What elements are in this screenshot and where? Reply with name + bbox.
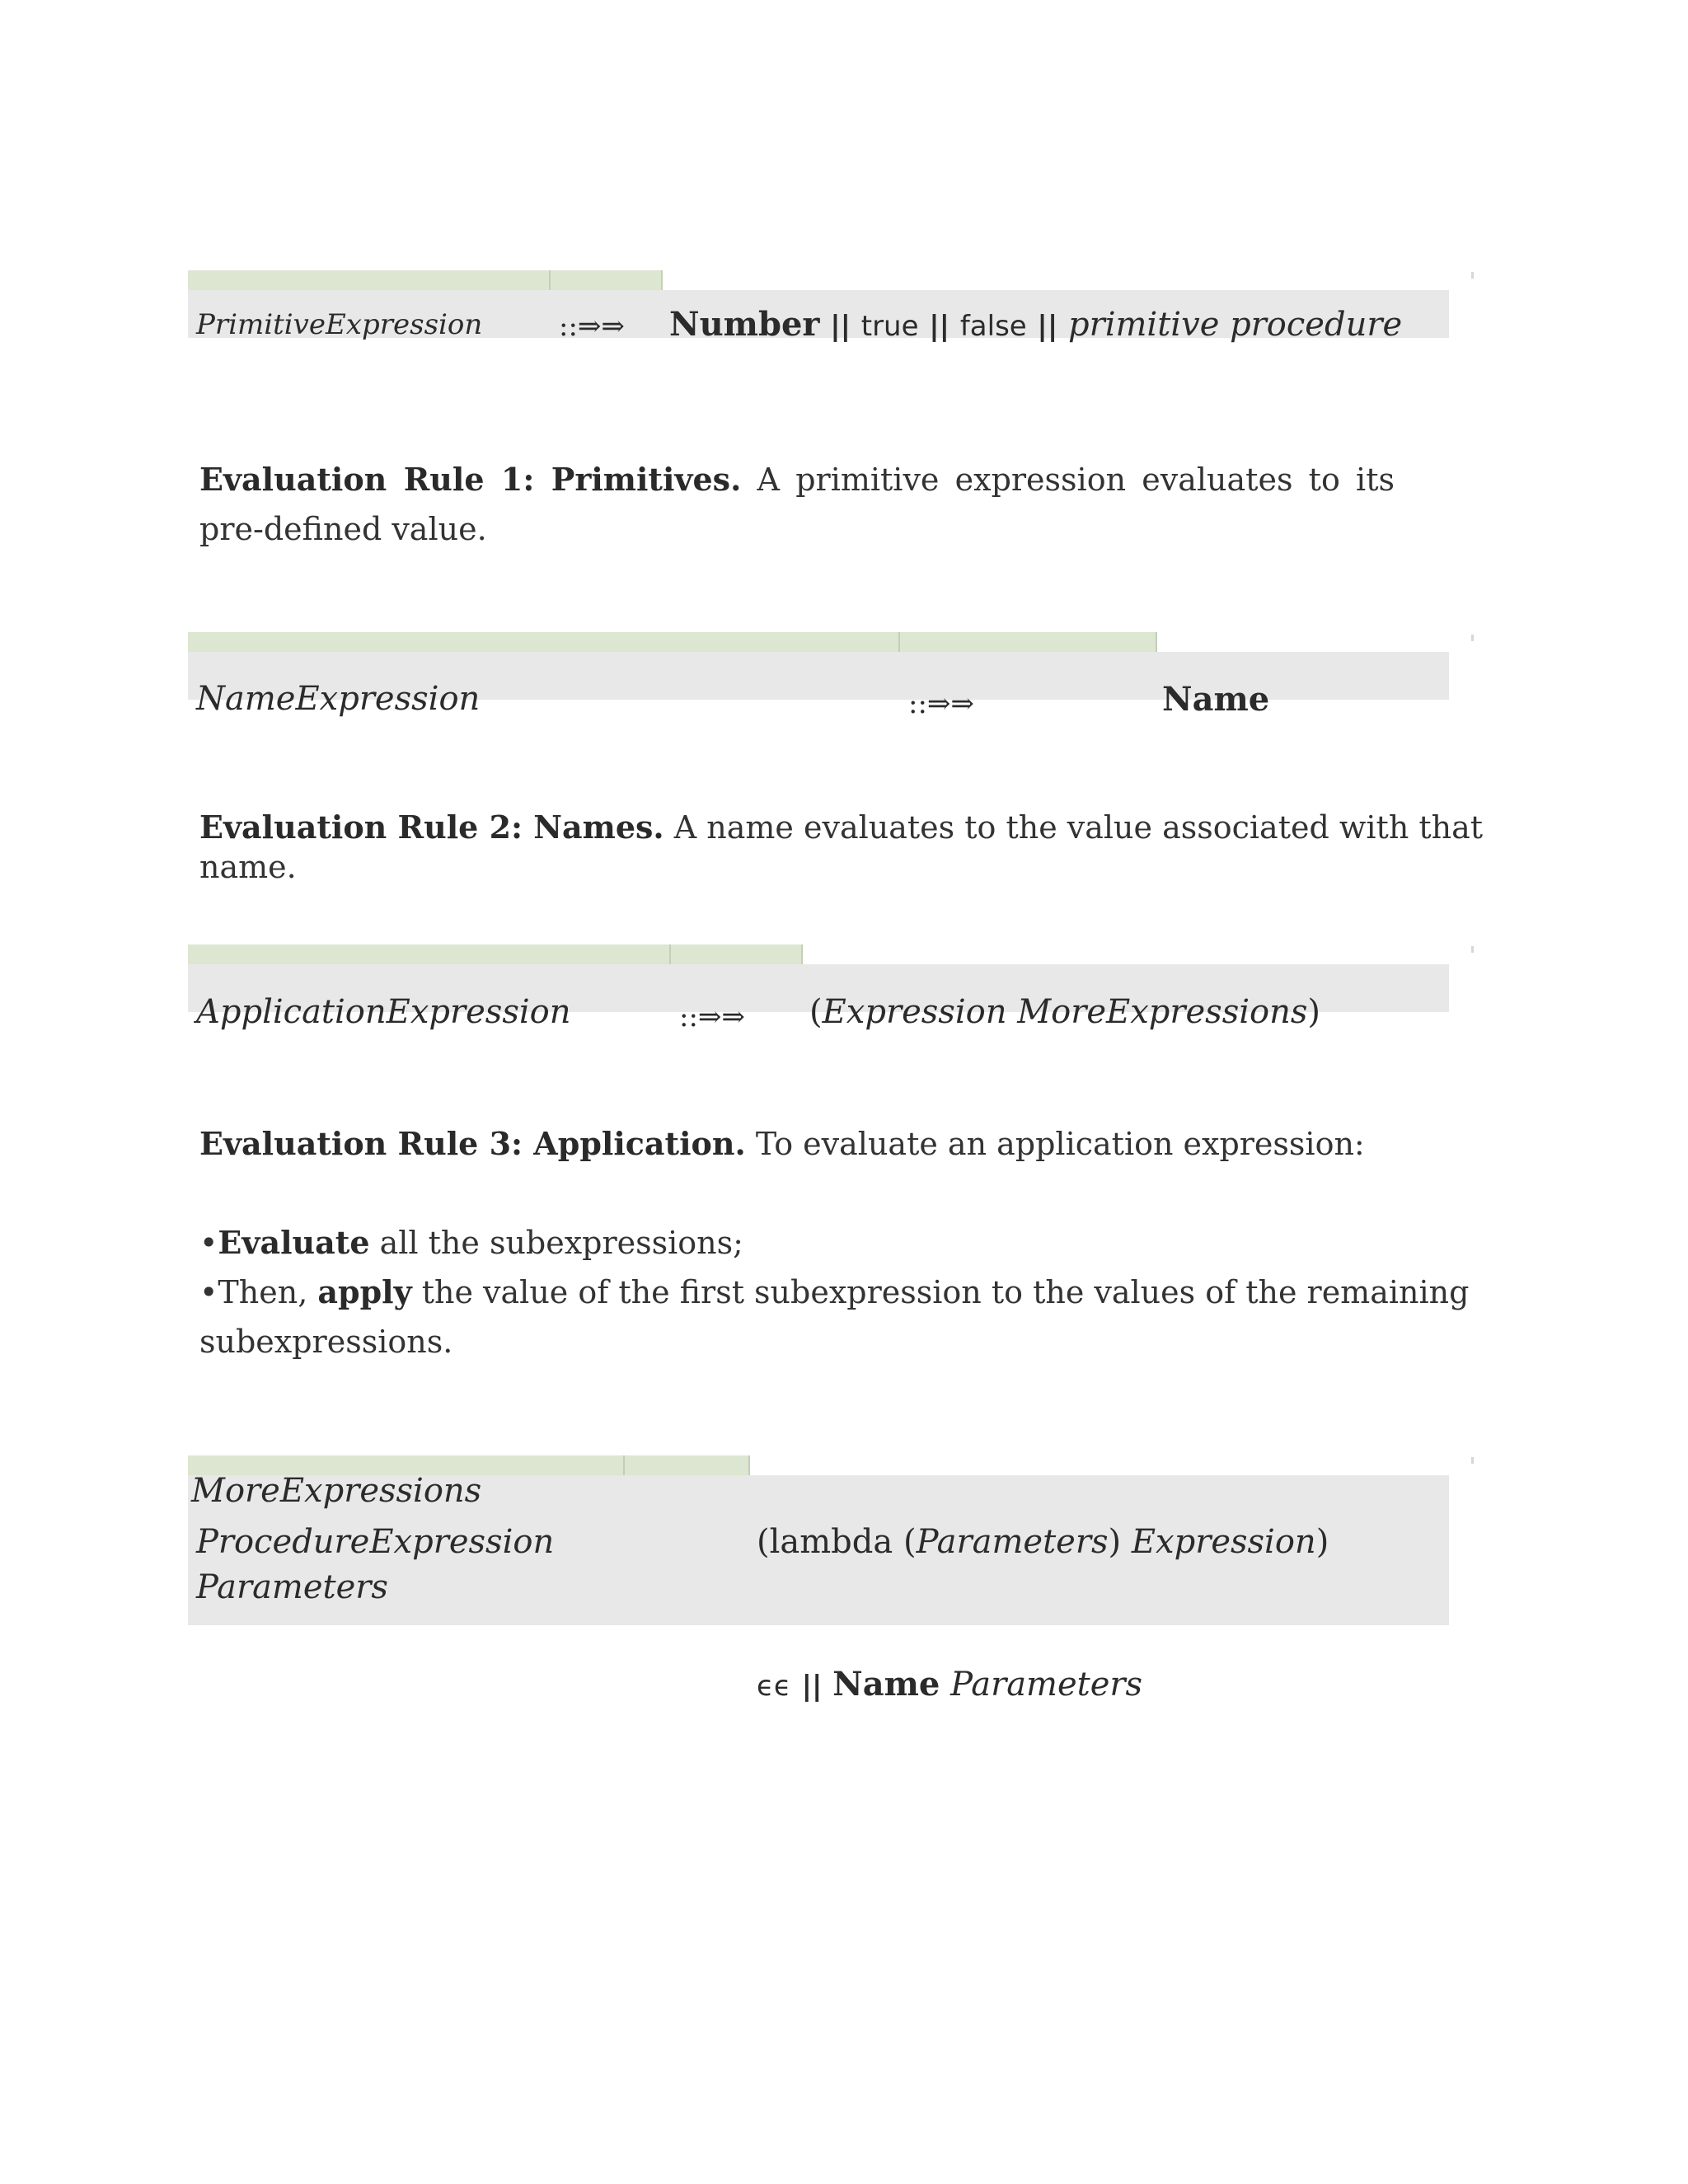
grammar-lhs-primitive-expression: PrimitiveExpression bbox=[196, 308, 483, 341]
bullet-marker: • bbox=[199, 1274, 218, 1310]
grammar-bar: || bbox=[801, 1670, 823, 1703]
lambda-close: ) bbox=[1315, 1523, 1329, 1561]
grammar-alt-primitive-procedure: primitive procedure bbox=[1067, 306, 1403, 344]
grammar-rhs-parameters bbox=[757, 1665, 1142, 1704]
grammar-lhs-procedure-expression: ProcedureExpression bbox=[196, 1523, 555, 1561]
grammar-arrow-3: ::⇒⇒ bbox=[679, 1001, 745, 1033]
grammar-tab-separator-4b bbox=[748, 1455, 750, 1475]
step-apply-text: the value of the first subexpression to the values of the remaining bbox=[411, 1274, 1470, 1310]
grammar-arrow-2: ::⇒⇒ bbox=[908, 687, 974, 720]
grammar-bar: || bbox=[1037, 310, 1058, 343]
grammar-tab-separator-4 bbox=[623, 1455, 625, 1475]
grammar-bar: || bbox=[830, 310, 851, 343]
grammar-rhs-primitive bbox=[669, 305, 1402, 344]
lambda-parameters: Parameters bbox=[916, 1523, 1109, 1561]
grammar-lhs-more-expressions: MoreExpressions bbox=[191, 1472, 482, 1510]
evaluation-rule-3-steps bbox=[199, 1218, 1518, 1366]
grammar-alt-false: false bbox=[959, 310, 1027, 343]
grammar-close-paren: ) bbox=[1307, 993, 1321, 1031]
grammar-tab-separator-3 bbox=[669, 944, 671, 964]
edge-marker-3 bbox=[1471, 946, 1474, 953]
step-apply-lead: Then, bbox=[218, 1274, 318, 1310]
lambda-expression: Expression bbox=[1131, 1523, 1316, 1561]
param-name: Name bbox=[832, 1665, 940, 1704]
step-evaluate-keyword: Evaluate bbox=[218, 1224, 370, 1261]
grammar-lhs-name-expression: NameExpression bbox=[196, 680, 481, 718]
grammar-alt-number: Number bbox=[669, 305, 820, 344]
lambda-open: (lambda ( bbox=[757, 1523, 917, 1561]
epsilon-symbol: ϵϵ bbox=[757, 1670, 791, 1703]
list-item bbox=[199, 1218, 1518, 1268]
grammar-tab-separator-1 bbox=[549, 270, 551, 290]
list-item-continuation: subexpressions. bbox=[199, 1324, 453, 1360]
evaluation-rule-2-line-2: name. bbox=[199, 849, 297, 885]
grammar-rhs-lambda bbox=[757, 1523, 1329, 1561]
step-apply-keyword: apply bbox=[317, 1273, 412, 1310]
evaluation-rule-1-heading: Evaluation Rule 1: Primitives. bbox=[199, 461, 742, 498]
evaluation-rule-2-heading: Evaluation Rule 2: Names. bbox=[199, 808, 664, 846]
edge-marker-2 bbox=[1471, 635, 1474, 641]
grammar-rhs-more-expressions: MoreExpressions bbox=[1017, 993, 1308, 1031]
bullet-marker: • bbox=[199, 1225, 218, 1261]
evaluation-rule-3-heading: Evaluation Rule 3: Application. bbox=[199, 1125, 746, 1162]
edge-marker-4 bbox=[1471, 1457, 1474, 1464]
grammar-tab-strip-2 bbox=[188, 632, 1157, 652]
step-evaluate-text: all the subexpressions; bbox=[369, 1225, 743, 1261]
grammar-tab-separator-1b bbox=[661, 270, 663, 290]
grammar-tab-strip-1 bbox=[188, 270, 663, 290]
grammar-rhs-name: Name bbox=[1162, 680, 1270, 719]
grammar-tab-separator-2 bbox=[898, 632, 900, 652]
grammar-rhs-expression: Expression bbox=[822, 993, 1007, 1031]
evaluation-rule-1-body: A primitive expression evaluates to its pre-defined value. bbox=[199, 462, 1395, 547]
grammar-open-paren: ( bbox=[809, 993, 823, 1031]
grammar-tab-strip-3 bbox=[188, 944, 803, 964]
grammar-alt-true: true bbox=[860, 310, 919, 343]
grammar-tab-separator-2b bbox=[1156, 632, 1157, 652]
grammar-arrow-1: ::⇒⇒ bbox=[559, 310, 625, 343]
list-item bbox=[199, 1268, 1518, 1317]
evaluation-rule-2-paragraph bbox=[199, 808, 1485, 887]
grammar-rhs-application bbox=[809, 993, 1320, 1031]
grammar-lhs-application-expression: ApplicationExpression bbox=[196, 993, 571, 1031]
evaluation-rule-2-body: A name evaluates to the value associated with that bbox=[663, 809, 1484, 846]
evaluation-rule-1-paragraph bbox=[199, 455, 1395, 554]
evaluation-rule-2-line-1 bbox=[199, 808, 1485, 847]
edge-marker-1 bbox=[1471, 272, 1474, 279]
evaluation-rule-3-paragraph bbox=[199, 1119, 1518, 1169]
evaluation-rule-3-body: To evaluate an application expression: bbox=[745, 1126, 1365, 1162]
grammar-bar: || bbox=[929, 310, 950, 343]
lambda-mid: ) bbox=[1108, 1523, 1132, 1561]
grammar-lhs-parameters: Parameters bbox=[196, 1568, 388, 1606]
param-parameters: Parameters bbox=[950, 1666, 1143, 1704]
grammar-tab-separator-3b bbox=[801, 944, 803, 964]
